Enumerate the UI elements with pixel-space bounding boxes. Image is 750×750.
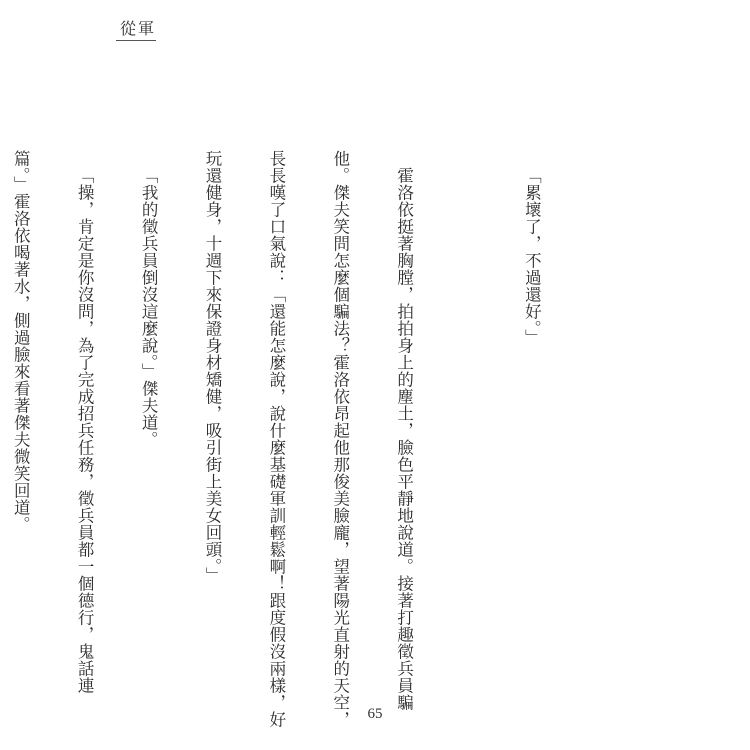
text-column: 玩還健身，十週下來保證身材矯健，吸引街上美女回頭。」 bbox=[202, 150, 222, 584]
paragraph-gap bbox=[457, 150, 478, 690]
text-column: 他。傑夫笑問怎麼個騙法？霍洛依昂起他那俊美臉龐，望著陽光直射的天空， bbox=[330, 150, 350, 728]
text-column: 「操，肯定是你沒問，為了完成招兵任務，徵兵員都一個德行，鬼話連 bbox=[75, 166, 95, 694]
page-number: 65 bbox=[367, 706, 383, 722]
text-column: 長長嘆了口氣說：「還能怎麼說，說什麼基礎軍訓輕鬆啊！跟度假沒兩樣，好 bbox=[266, 150, 286, 728]
text-column: 霍洛依挺著胸膛，拍拍身上的塵土，臉色平靜地說道。接著打趣徵兵員騙 bbox=[394, 166, 414, 711]
text-column: 「我的徵兵員倒沒這麼說。」傑夫道。 bbox=[139, 166, 159, 448]
running-head: 從軍 bbox=[120, 19, 157, 38]
header-rule bbox=[116, 40, 156, 41]
text-column: 篇。」霍洛依喝著水，側過臉來看著傑夫微笑回道。 bbox=[11, 150, 31, 533]
text-column: 「累壞了，不過還好。」 bbox=[522, 166, 542, 346]
